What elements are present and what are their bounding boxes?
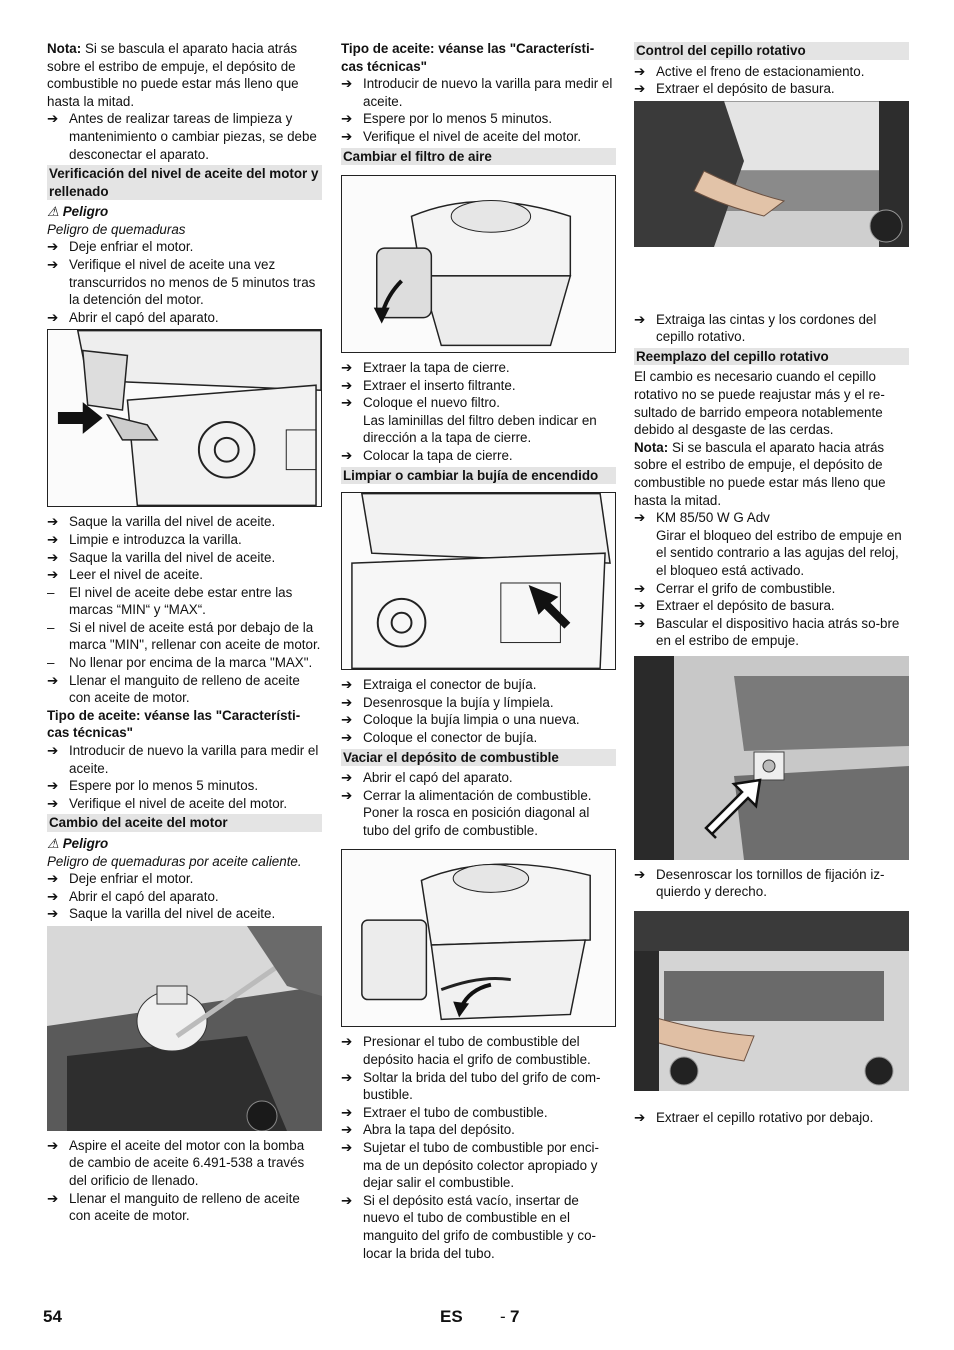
step-item: ➔ Verifique el nivel de aceite una vez transcurridos no menos de 5 minutos tras la detención del motor. <box>47 256 316 308</box>
arrow-right-icon: ➔ <box>47 567 59 583</box>
dash-item: – No llenar por encima de la marca "MAX". <box>47 655 313 671</box>
arrow-right-icon: ➔ <box>341 360 353 376</box>
oil-pump-photo <box>47 926 322 1131</box>
step-item: ➔ Limpie e introduzca la varilla. <box>47 531 242 547</box>
step-item: ➔ Extraer el depósito de basura. <box>634 598 835 614</box>
step-item: ➔ Desenrosque la bujía y límpiela. <box>341 694 554 710</box>
step-item: ➔ Coloque el nuevo filtro. Las laminillas del filtro deben indicar en dirección a la tapa de cierre. <box>341 395 597 446</box>
step-item: ➔ Verifique el nivel de aceite del motor. <box>341 128 582 144</box>
arrow-right-icon: ➔ <box>47 514 59 530</box>
arrow-right-icon: ➔ <box>634 311 646 327</box>
step-item: ➔ Extraer el inserto filtrante. <box>341 377 516 393</box>
danger-title: ⚠ Peligro <box>47 204 109 220</box>
brush-check-photo <box>634 101 909 247</box>
step-item: ➔ Colocar la tapa de cierre. <box>341 448 513 464</box>
warning-triangle-icon: ⚠ <box>47 835 60 851</box>
step-item: ➔ Coloque el conector de bujía. <box>341 729 538 745</box>
step-item: ➔ Espere por lo menos 5 minutos. <box>47 778 259 794</box>
arrow-right-icon: ➔ <box>47 888 59 904</box>
air-filter-illustration <box>342 176 615 352</box>
step-item: ➔ Desenroscar los tornillos de fijación iz-quierdo y derecho. <box>634 866 885 900</box>
spark-plug-illustration <box>342 493 615 669</box>
paragraph: El cambio es necesario cuando el cepillo rotativo no se puede reajustar más y el re-sultado de barrido empeora notablemente debido al desgaste de las cerdas. <box>634 369 885 438</box>
step-item: ➔ Introducir de nuevo la varilla para medir el aceite. <box>47 743 319 776</box>
page-dash: - <box>500 1307 506 1326</box>
arrow-right-icon: ➔ <box>47 256 59 272</box>
arrow-right-icon: ➔ <box>341 787 353 803</box>
arrow-right-icon: ➔ <box>47 672 59 688</box>
step-item: ➔ Saque la varilla del nivel de aceite. <box>47 514 276 530</box>
arrow-right-icon: ➔ <box>341 1139 353 1155</box>
engine-dipstick-illustration <box>48 330 321 506</box>
section-heading: Vaciar el depósito de combustible <box>341 749 616 767</box>
step-item: ➔ Extraer el tubo de combustible. <box>341 1104 548 1120</box>
step-item: ➔ Llenar el manguito de relleno de aceite con aceite de motor. <box>47 1190 300 1224</box>
figure-brush-removal <box>634 911 909 1091</box>
section-heading: Cambiar el filtro de aire <box>341 148 616 166</box>
arrow-right-icon: ➔ <box>341 770 353 785</box>
step-item: ➔ Espere por lo menos 5 minutos. <box>341 111 553 127</box>
arrow-right-icon: ➔ <box>47 871 59 887</box>
arrow-right-icon: ➔ <box>47 778 59 794</box>
danger-title: ⚠ Peligro <box>47 835 109 851</box>
brush-screw-photo <box>634 656 909 860</box>
warning-triangle-icon: ⚠ <box>47 204 60 220</box>
step-item: ➔ Extraer el cepillo rotativo por debajo. <box>634 1110 874 1126</box>
arrow-right-icon: ➔ <box>341 1122 353 1138</box>
section-heading: Reemplazo del cepillo rotativo <box>634 348 909 366</box>
column-left <box>47 40 322 1225</box>
arrow-right-icon: ➔ <box>634 866 646 882</box>
dash-item: – El nivel de aceite debe estar entre las marcas “MIN“ y “MAX“. <box>47 584 293 618</box>
step-item: ➔ Sujetar el tubo de combustible por enci-ma de un depósito colector apropiado y dejar salir el combustible. <box>341 1139 599 1191</box>
brush-removal-photo <box>634 911 909 1091</box>
step-item: ➔ Deje enfriar el motor. <box>47 871 194 887</box>
arrow-right-icon: ➔ <box>634 510 646 526</box>
step-item: ➔ Cerrar el grifo de combustible. <box>634 580 836 596</box>
sub-page-number: 7 <box>510 1307 520 1326</box>
danger-text: Peligro de quemaduras <box>47 221 186 237</box>
step-item: ➔ Bascular el dispositivo hacia atrás so-bre en el estribo de empuje. <box>634 615 900 649</box>
arrow-right-icon: ➔ <box>47 743 59 759</box>
arrow-right-icon: ➔ <box>47 1190 59 1206</box>
arrow-right-icon: ➔ <box>634 615 646 631</box>
note-paragraph: Nota: Si se bascula el aparato hacia atrás sobre el estribo de empuje, el depósito de combustible no puede estar más lleno que hasta la mitad. <box>47 41 299 109</box>
step-item: ➔ Extraiga el conector de bujía. <box>341 677 537 693</box>
step-item: ➔ Leer el nivel de aceite. <box>47 567 203 583</box>
figure-spark-plug <box>341 492 616 670</box>
section-heading: Cambio del aceite del motor <box>47 814 322 832</box>
spacer <box>634 253 909 311</box>
step-item: ➔ Abrir el capó del aparato. <box>341 770 513 785</box>
arrow-right-icon: ➔ <box>341 677 353 693</box>
arrow-right-icon: ➔ <box>47 549 59 565</box>
arrow-right-icon: ➔ <box>634 580 646 596</box>
arrow-right-icon: ➔ <box>341 694 353 710</box>
step-item: ➔ Aspire el aceite del motor con la bomba de cambio de aceite 6.491-538 a través del orificio de llenado. <box>47 1137 305 1189</box>
figure-oil-pump <box>47 926 322 1131</box>
arrow-right-icon: ➔ <box>341 111 353 127</box>
step-item: ➔ Extraer la tapa de cierre. <box>341 360 510 376</box>
step-item: ➔ Saque la varilla del nivel de aceite. <box>47 906 276 922</box>
arrow-right-icon: ➔ <box>341 128 353 144</box>
arrow-right-icon: ➔ <box>341 729 353 745</box>
spacer <box>634 1097 909 1109</box>
section-heading: Limpiar o cambiar la bujía de encendido <box>341 467 616 485</box>
step-item: ➔ Abra la tapa del depósito. <box>341 1122 515 1138</box>
step-item: ➔ Extraer el depósito de basura. <box>634 81 835 97</box>
arrow-right-icon: ➔ <box>47 239 59 255</box>
danger-text: Peligro de quemaduras por aceite caliente. <box>47 853 302 869</box>
arrow-right-icon: ➔ <box>341 377 353 393</box>
arrow-right-icon: ➔ <box>47 309 59 325</box>
figure-oil-dipstick <box>47 329 322 507</box>
oil-type-note: Tipo de aceite: véanse las "Característi-cas técnicas" <box>341 41 595 74</box>
section-heading: Verificación del nivel de aceite del motor y rellenado <box>47 165 322 200</box>
figure-air-filter <box>341 175 616 353</box>
step-item: ➔ Verifique el nivel de aceite del motor. <box>47 795 288 811</box>
arrow-right-icon: ➔ <box>47 531 59 547</box>
step-item: ➔ Llenar el manguito de relleno de aceite con aceite de motor. <box>47 672 300 706</box>
arrow-right-icon: ➔ <box>47 795 59 811</box>
figure-brush-check <box>634 101 909 247</box>
step-item: ➔ Extraiga las cintas y los cordones del cepillo rotativo. <box>634 311 877 345</box>
step-item: ➔ Coloque la bujía limpia o una nueva. <box>341 712 580 728</box>
arrow-right-icon: ➔ <box>47 111 59 127</box>
arrow-right-icon: ➔ <box>341 1192 353 1208</box>
step-item: ➔ Antes de realizar tareas de limpieza y mantenimiento o cambiar piezas, se debe desconectar el aparato. <box>47 111 317 162</box>
language-code: ES <box>440 1307 463 1326</box>
step-item: ➔ Abrir el capó del aparato. <box>47 309 219 325</box>
arrow-right-icon: ➔ <box>634 1110 646 1126</box>
column-right <box>634 40 909 1127</box>
arrow-right-icon: ➔ <box>341 395 353 411</box>
arrow-right-icon: ➔ <box>47 1137 59 1153</box>
arrow-right-icon: ➔ <box>47 906 59 922</box>
arrow-right-icon: ➔ <box>341 1069 353 1085</box>
column-middle <box>341 40 616 1262</box>
arrow-right-icon: ➔ <box>341 448 353 464</box>
arrow-right-icon: ➔ <box>341 76 353 92</box>
oil-type-note: Tipo de aceite: véanse las "Característi-cas técnicas" <box>47 707 301 741</box>
step-item: ➔ Deje enfriar el motor. <box>47 239 194 255</box>
arrow-right-icon: ➔ <box>634 81 646 97</box>
step-item: ➔ Saque la varilla del nivel de aceite. <box>47 549 276 565</box>
arrow-right-icon: ➔ <box>341 712 353 728</box>
page-number: 54 <box>43 1307 62 1326</box>
step-item: ➔ Abrir el capó del aparato. <box>47 888 219 904</box>
arrow-right-icon: ➔ <box>341 1034 353 1050</box>
step-item: ➔ Soltar la brida del tubo del grifo de com-bustible. <box>341 1069 601 1103</box>
arrow-right-icon: ➔ <box>634 598 646 614</box>
figure-fuel-tank <box>341 849 616 1027</box>
step-item: ➔ Active el freno de estacionamiento. <box>634 63 865 79</box>
step-item: ➔ Presionar el tubo de combustible del depósito hacia el grifo de combustible. <box>341 1034 591 1067</box>
step-item: ➔ KM 85/50 W G Adv Girar el bloqueo del estribo de empuje en el sentido contrario a las agujas del reloj, el bloqueo está activado. <box>634 510 902 578</box>
step-item: ➔ Si el depósito está vacío, insertar de nuevo el tubo de combustible en el manguito del grifo de combustible y co-locar la brida del tubo. <box>341 1192 596 1261</box>
step-item: ➔ Cerrar la alimentación de combustible. Poner la rosca en posición diagonal al tubo del grifo de combustible. <box>341 787 592 838</box>
section-heading: Control del cepillo rotativo <box>634 42 909 60</box>
fuel-tank-illustration <box>342 850 615 1026</box>
figure-brush-screws <box>634 656 909 860</box>
arrow-right-icon: ➔ <box>634 63 646 79</box>
dash-item: – Si el nivel de aceite está por debajo de la marca "MIN", rellenar con aceite de motor. <box>47 619 321 653</box>
step-item: ➔ Introducir de nuevo la varilla para medir el aceite. <box>341 76 613 109</box>
note-paragraph: Nota: Si se bascula el aparato hacia atrás sobre el estribo de empuje, el depósito de combustible no puede estar más lleno que hasta la mitad. <box>634 439 886 508</box>
arrow-right-icon: ➔ <box>341 1104 353 1120</box>
